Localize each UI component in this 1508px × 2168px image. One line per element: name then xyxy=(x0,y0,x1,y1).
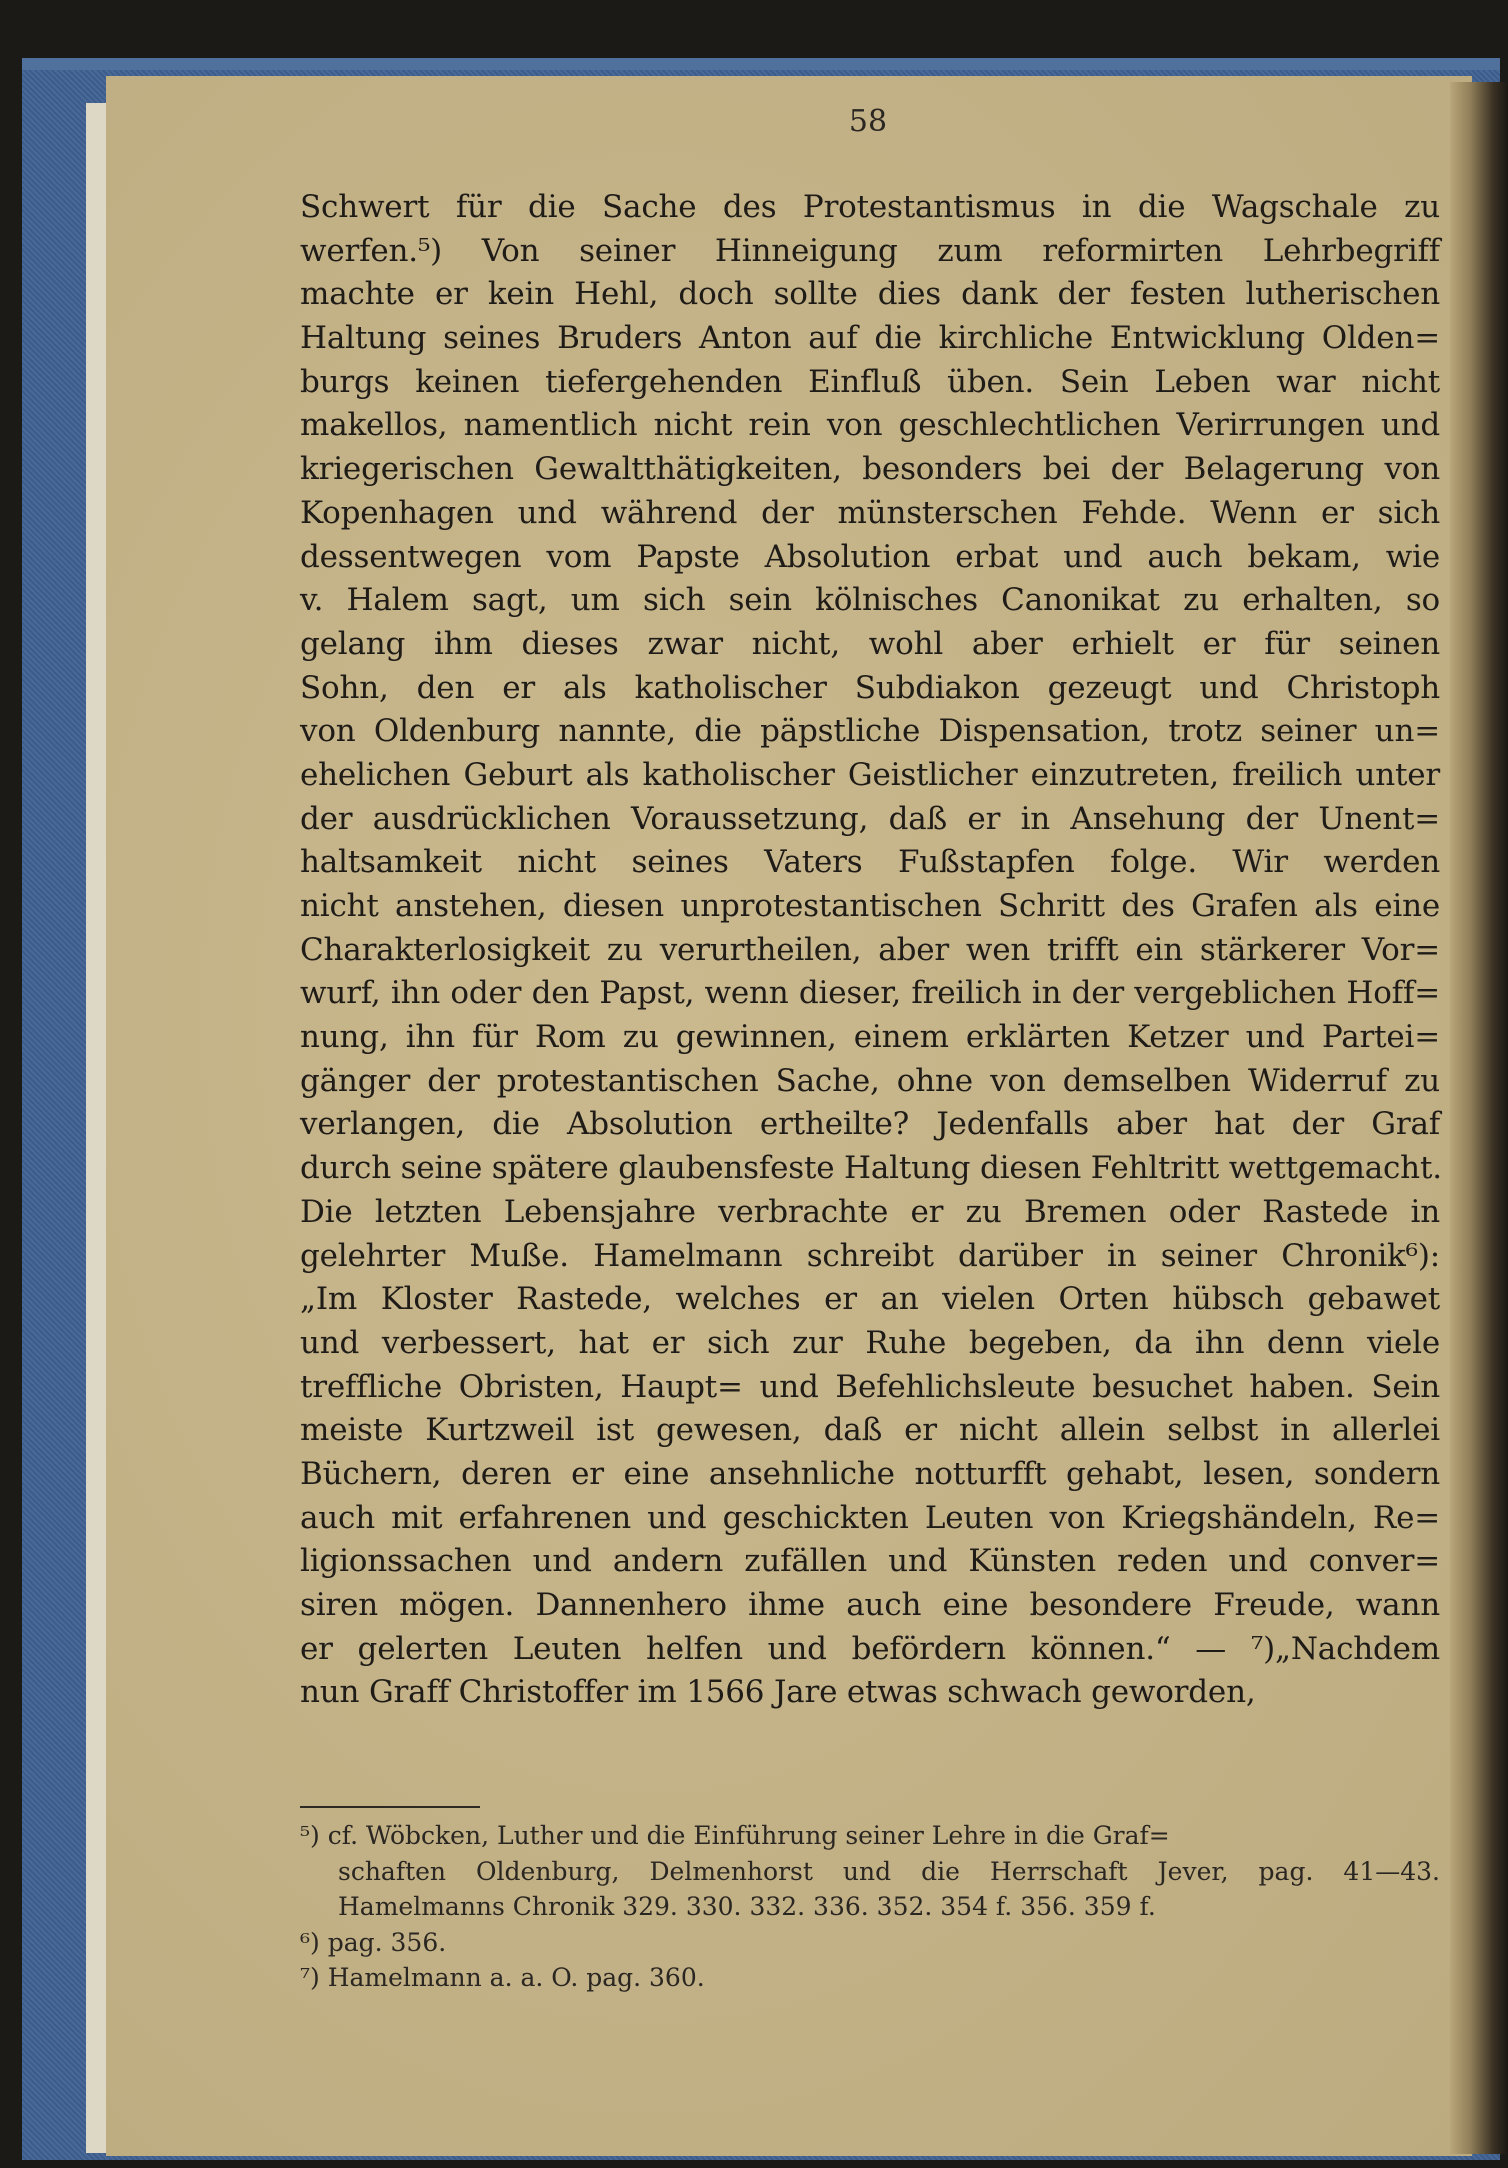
body-line: haltsamkeit nicht seines Vaters Fußstapfen folge. Wir werden xyxy=(300,844,1440,881)
footnote-line: ⁶) pag. 356. xyxy=(300,1927,447,1957)
body-line: nicht anstehen, diesen unprotestantischen Schritt des Grafen als eine xyxy=(300,888,1440,924)
body-line: von Oldenburg nannte, die päpstliche Dispensation, trotz seiner un= xyxy=(300,713,1440,750)
body-line: nun Graff Christoffer im 1566 Jare etwas schwach geworden, xyxy=(300,1674,1256,1711)
body-line: Charakterlosigkeit zu verurtheilen, aber wen trifft ein stärkerer Vor= xyxy=(300,931,1440,968)
footnote-line: ⁷) Hamelmann a. a. O. pag. 360. xyxy=(300,1963,705,1992)
body-line: auch mit erfahrenen und geschickten Leuten von Kriegshändeln, Re= xyxy=(300,1499,1440,1536)
body-line: nung, ihn für Rom zu gewinnen, einem erklärten Ketzer und Partei= xyxy=(300,1019,1440,1056)
body-line: meiste Kurtzweil ist gewesen, daß er nicht allein selbst in allerlei xyxy=(300,1412,1440,1449)
body-line: dessentwegen vom Papste Absolution erbat und auch bekam, wie xyxy=(300,538,1440,575)
body-line: ligionssachen und andern zufällen und Künsten reden und conver= xyxy=(300,1543,1440,1580)
body-line: makellos, namentlich nicht rein von geschlechtlichen Verirrungen und xyxy=(300,407,1440,444)
footnote-line: ⁵) cf. Wöbcken, Luther und die Einführung seiner Lehre in die Graf= xyxy=(300,1821,1170,1850)
footnotes xyxy=(300,1818,1440,1996)
footnote-line: Hamelmanns Chronik 329. 330. 332. 336. 352. 354 f. 356. 359 f. xyxy=(338,1892,1156,1921)
body-line: Schwert für die Sache des Protestantismus in die Wagschale zu xyxy=(300,189,1440,225)
body-line: er gelerten Leuten helfen und befördern können.“ — ⁷)„Nachdem xyxy=(300,1630,1440,1667)
book-cover-edge xyxy=(22,58,1500,70)
body-line: wurf, ihn oder den Papst, wenn dieser, freilich in der vergeblichen Hoff= xyxy=(300,975,1440,1012)
footnote-rule xyxy=(300,1806,480,1808)
body-line: gänger der protestantischen Sache, ohne von demselben Widerruf zu xyxy=(300,1062,1440,1099)
book-gutter xyxy=(1450,82,1508,2154)
body-line: Die letzten Lebensjahre verbrachte er zu Bremen oder Rastede in xyxy=(300,1193,1440,1230)
body-line: durch seine spätere glaubensfeste Haltung diesen Fehltritt wettgemacht. xyxy=(300,1150,1442,1187)
body-line: werfen.⁵) Von seiner Hinneigung zum reformirten Lehrbegriff xyxy=(300,232,1440,269)
scan-background xyxy=(0,0,22,2168)
body-line: und verbessert, hat er sich zur Ruhe begeben, da ihn denn viele xyxy=(300,1324,1440,1361)
page-number: 58 xyxy=(848,104,888,139)
body-line: gelang ihm dieses zwar nicht, wohl aber erhielt er für seinen xyxy=(300,625,1440,662)
body-line: treffliche Obristen, Haupt= und Befehlichsleute besuchet haben. Sein xyxy=(300,1368,1440,1405)
page-stack-edge xyxy=(86,103,108,2153)
body-line: Kopenhagen und während der münsterschen Fehde. Wenn er sich xyxy=(300,494,1440,531)
body-line: machte er kein Hehl, doch sollte dies dank der festen lutherischen xyxy=(300,276,1440,313)
body-line: gelehrter Muße. Hamelmann schreibt darüber in seiner Chronik⁶): xyxy=(300,1237,1440,1274)
body-line: verlangen, die Absolution ertheilte? Jedenfalls aber hat der Graf xyxy=(300,1106,1440,1143)
body-text xyxy=(300,186,1440,1715)
body-line: „Im Kloster Rastede, welches er an vielen Orten hübsch gebawet xyxy=(300,1281,1440,1318)
body-line: v. Halem sagt, um sich sein kölnisches Canonikat zu erhalten, so xyxy=(300,582,1440,619)
body-line: ehelichen Geburt als katholischer Geistlicher einzutreten, freilich unter xyxy=(300,756,1440,793)
body-line: Büchern, deren er eine ansehnliche notturfft gehabt, lesen, sondern xyxy=(300,1455,1440,1492)
body-line: siren mögen. Dannenhero ihme auch eine besondere Freude, wann xyxy=(300,1587,1440,1623)
body-line: kriegerischen Gewaltthätigkeiten, besonders bei der Belagerung von xyxy=(300,451,1440,488)
body-line: der ausdrücklichen Voraussetzung, daß er in Ansehung der Unent= xyxy=(300,800,1440,837)
body-line: Sohn, den er als katholischer Subdiakon gezeugt und Christoph xyxy=(300,669,1440,706)
body-line: Haltung seines Bruders Anton auf die kirchliche Entwicklung Olden= xyxy=(300,320,1440,357)
footnote-line: schaften Oldenburg, Delmenhorst und die Herrschaft Jever, pag. 41—43. xyxy=(338,1856,1440,1886)
body-line: burgs keinen tiefergehenden Einfluß üben. Sein Leben war nicht xyxy=(300,363,1440,400)
